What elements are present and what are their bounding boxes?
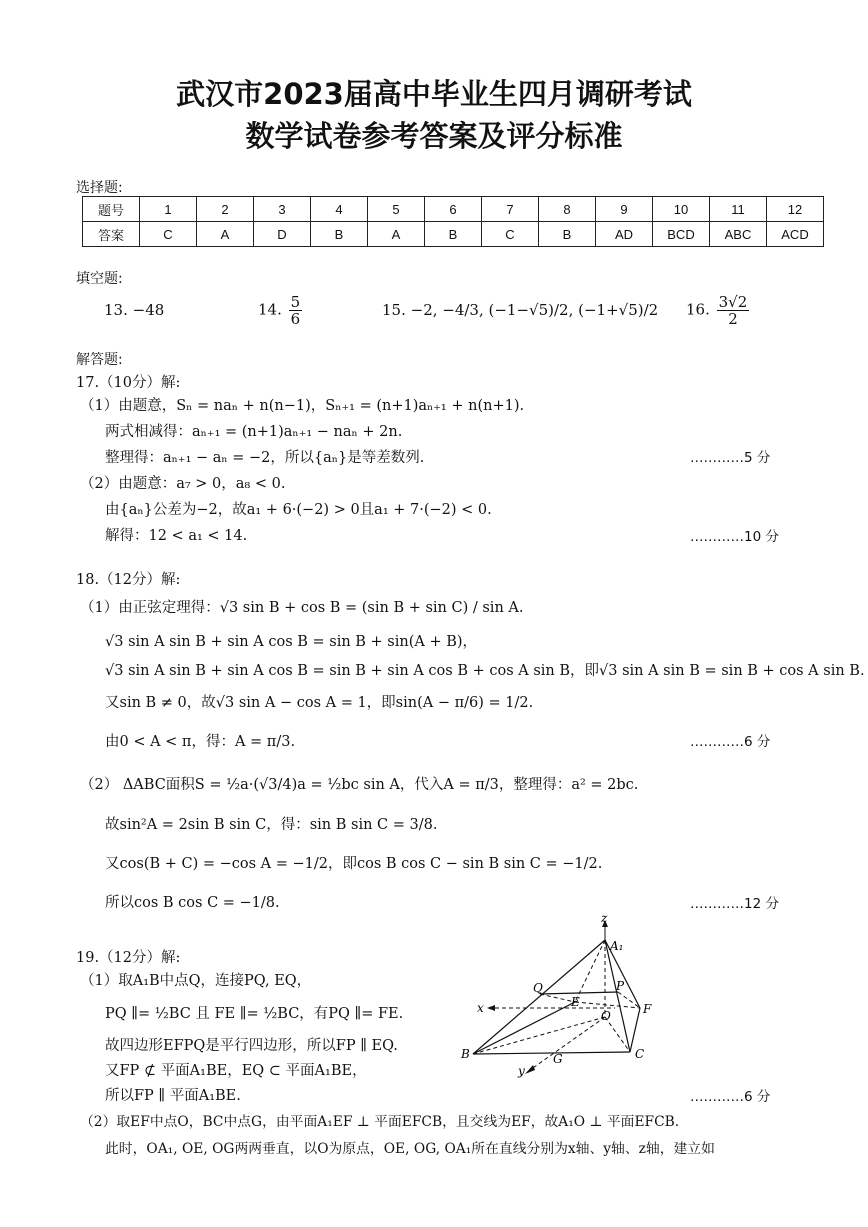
edge-c-f <box>630 1008 640 1052</box>
score-mark: …………12 分 <box>690 896 779 912</box>
q18-heading: 18.（12分）解: <box>76 572 181 588</box>
answer-14-number: 14. <box>258 300 282 319</box>
table-cell: 4 <box>311 197 368 222</box>
answer-16-number: 16. <box>686 300 710 319</box>
fraction <box>289 294 303 327</box>
q19-line: 所以FP ∥ 平面A₁BE. <box>105 1088 241 1104</box>
q18-line: √3 sin A sin B + sin A cos B = sin B + sin(A + B)， <box>105 634 478 650</box>
table-cell: 答案 <box>83 222 140 247</box>
label-o: O <box>601 1009 611 1023</box>
label-x: x <box>477 1001 484 1015</box>
solve-label: 解答题: <box>76 352 123 368</box>
table-row <box>83 222 824 247</box>
table-cell: 题号 <box>83 197 140 222</box>
table-cell: C <box>482 222 539 247</box>
q18-line: 故sin²A = 2sin B sin C，得：sin B sin C = 3/8. <box>105 817 438 833</box>
label-e: E <box>571 995 580 1009</box>
fraction <box>717 294 750 327</box>
table-cell: A <box>197 222 254 247</box>
table-cell: B <box>311 222 368 247</box>
table-cell: 6 <box>425 197 482 222</box>
q19-line: 故四边形EFPQ是平行四边形，所以FP ∥ EQ. <box>105 1038 398 1054</box>
score-mark: …………10 分 <box>690 529 779 545</box>
edge-e-f <box>575 1002 640 1008</box>
q17-line: （2）由题意：a₇ > 0，a₈ < 0. <box>80 476 286 492</box>
table-cell: 9 <box>596 197 653 222</box>
score-mark: …………5 分 <box>690 450 771 466</box>
numerator: 3√2 <box>718 293 748 311</box>
q19-heading: 19.（12分）解: <box>76 950 181 966</box>
q19-line: PQ ∥= ½BC 且 FE ∥= ½BC，有PQ ∥= FE. <box>105 1006 404 1022</box>
table-row <box>83 197 824 222</box>
answer-15: 15. −2, −4/3, (−1−√5)/2, (−1+√5)/2 <box>382 301 659 319</box>
table-cell: 10 <box>653 197 710 222</box>
fill-label: 填空题: <box>76 271 123 287</box>
table-cell: BCD <box>653 222 710 247</box>
table-cell: 8 <box>539 197 596 222</box>
table-cell: 11 <box>710 197 767 222</box>
denominator: 6 <box>290 310 301 328</box>
q19-line: （2）取EF中点O，BC中点G，由平面A₁EF ⊥ 平面EFCB，且交线为EF，故A₁O ⊥ 平面EFCB. <box>80 1114 680 1130</box>
q19-line: 此时，OA₁, OE, OG两两垂直，以O为原点，OE, OG, OA₁所在直线分别为x轴、y轴、z轴，建立如 <box>105 1141 715 1157</box>
q17-line: 解得：12 < a₁ < 14. <box>105 528 248 544</box>
q17-line: 整理得：aₙ₊₁ − aₙ = −2，所以{aₙ}是等差数列. <box>105 450 425 466</box>
edge-q-e <box>540 994 575 1002</box>
y-axis-arrow <box>525 1065 535 1074</box>
q17-line: 两式相减得：aₙ₊₁ = (n+1)aₙ₊₁ − naₙ + 2n. <box>105 424 403 440</box>
q17-line: 由{aₙ}公差为−2，故a₁ + 6·(−2) > 0且a₁ + 7·(−2) < 0. <box>105 502 492 518</box>
geometry-figure <box>455 912 675 1082</box>
table-cell: 3 <box>254 197 311 222</box>
score-mark: …………6 分 <box>690 1089 771 1105</box>
answer-13: 13. −48 <box>104 301 165 319</box>
label-f: F <box>643 1002 652 1016</box>
label-a1: A₁ <box>610 939 624 953</box>
label-y: y <box>518 1064 525 1078</box>
q17-line: （1）由题意，Sₙ = naₙ + n(n−1)，Sₙ₊₁ = (n+1)aₙ₊₁ + n(n+1). <box>80 398 525 414</box>
table-cell: 12 <box>767 197 824 222</box>
table-cell: 1 <box>140 197 197 222</box>
table-cell: 2 <box>197 197 254 222</box>
y-axis <box>530 1017 605 1070</box>
q18-line: （2） ΔABC面积S = ½a·(√3/4)a = ½bc sin A，代入A = π/3，整理得：a² = 2bc. <box>80 777 639 793</box>
q19-line: 又FP ⊄ 平面A₁BE，EQ ⊂ 平面A₁BE， <box>105 1063 367 1079</box>
table-cell: ABC <box>710 222 767 247</box>
q18-line: 又cos(B + C) = −cos A = −1/2，即cos B cos C − sin B sin C = −1/2. <box>105 856 603 872</box>
edge-b-c <box>473 1052 630 1054</box>
table-cell: D <box>254 222 311 247</box>
q18-line: （1）由正弦定理得：√3 sin B + cos B = (sin B + sin C) / sin A. <box>80 600 524 616</box>
page-subtitle: 数学试卷参考答案及评分标准 <box>245 119 623 153</box>
edge-a1-b <box>473 940 605 1054</box>
table-cell: AD <box>596 222 653 247</box>
label-g: G <box>553 1052 563 1066</box>
edge-b-o <box>473 1017 605 1054</box>
score-mark: …………6 分 <box>690 734 771 750</box>
table-cell: ACD <box>767 222 824 247</box>
q18-line: 所以cos B cos C = −1/8. <box>105 895 280 911</box>
choice-label: 选择题: <box>76 180 123 196</box>
table-cell: 5 <box>368 197 425 222</box>
q19-line: （1）取A₁B中点Q，连接PQ, EQ， <box>80 973 312 989</box>
denominator: 2 <box>728 310 738 328</box>
page-title: 武汉市2023届高中毕业生四月调研考试 <box>176 77 692 111</box>
numerator: 5 <box>290 293 301 311</box>
label-b: B <box>461 1047 470 1061</box>
q18-line: 又sin B ≠ 0，故√3 sin A − cos A = 1，即sin(A − π/6) = 1/2. <box>105 695 534 711</box>
label-z: z <box>601 912 608 925</box>
answer-table <box>82 196 824 247</box>
label-c: C <box>635 1047 645 1061</box>
table-cell: C <box>140 222 197 247</box>
label-q: Q <box>533 981 543 995</box>
q18-line: √3 sin A sin B + sin A cos B = sin B + sin A cos B + cos A sin B，即√3 sin A sin B = sin B + cos A sin B. <box>105 663 865 679</box>
q18-line: 由0 < A < π，得：A = π/3. <box>105 734 296 750</box>
table-cell: B <box>539 222 596 247</box>
table-cell: A <box>368 222 425 247</box>
q17-heading: 17.（10分）解: <box>76 375 181 391</box>
answer-14 <box>258 294 304 327</box>
table-cell: 7 <box>482 197 539 222</box>
table-cell: B <box>425 222 482 247</box>
edge-p-f <box>618 992 640 1008</box>
x-axis-arrow <box>487 1005 495 1011</box>
answer-16 <box>686 294 751 327</box>
label-p: P <box>616 979 625 993</box>
